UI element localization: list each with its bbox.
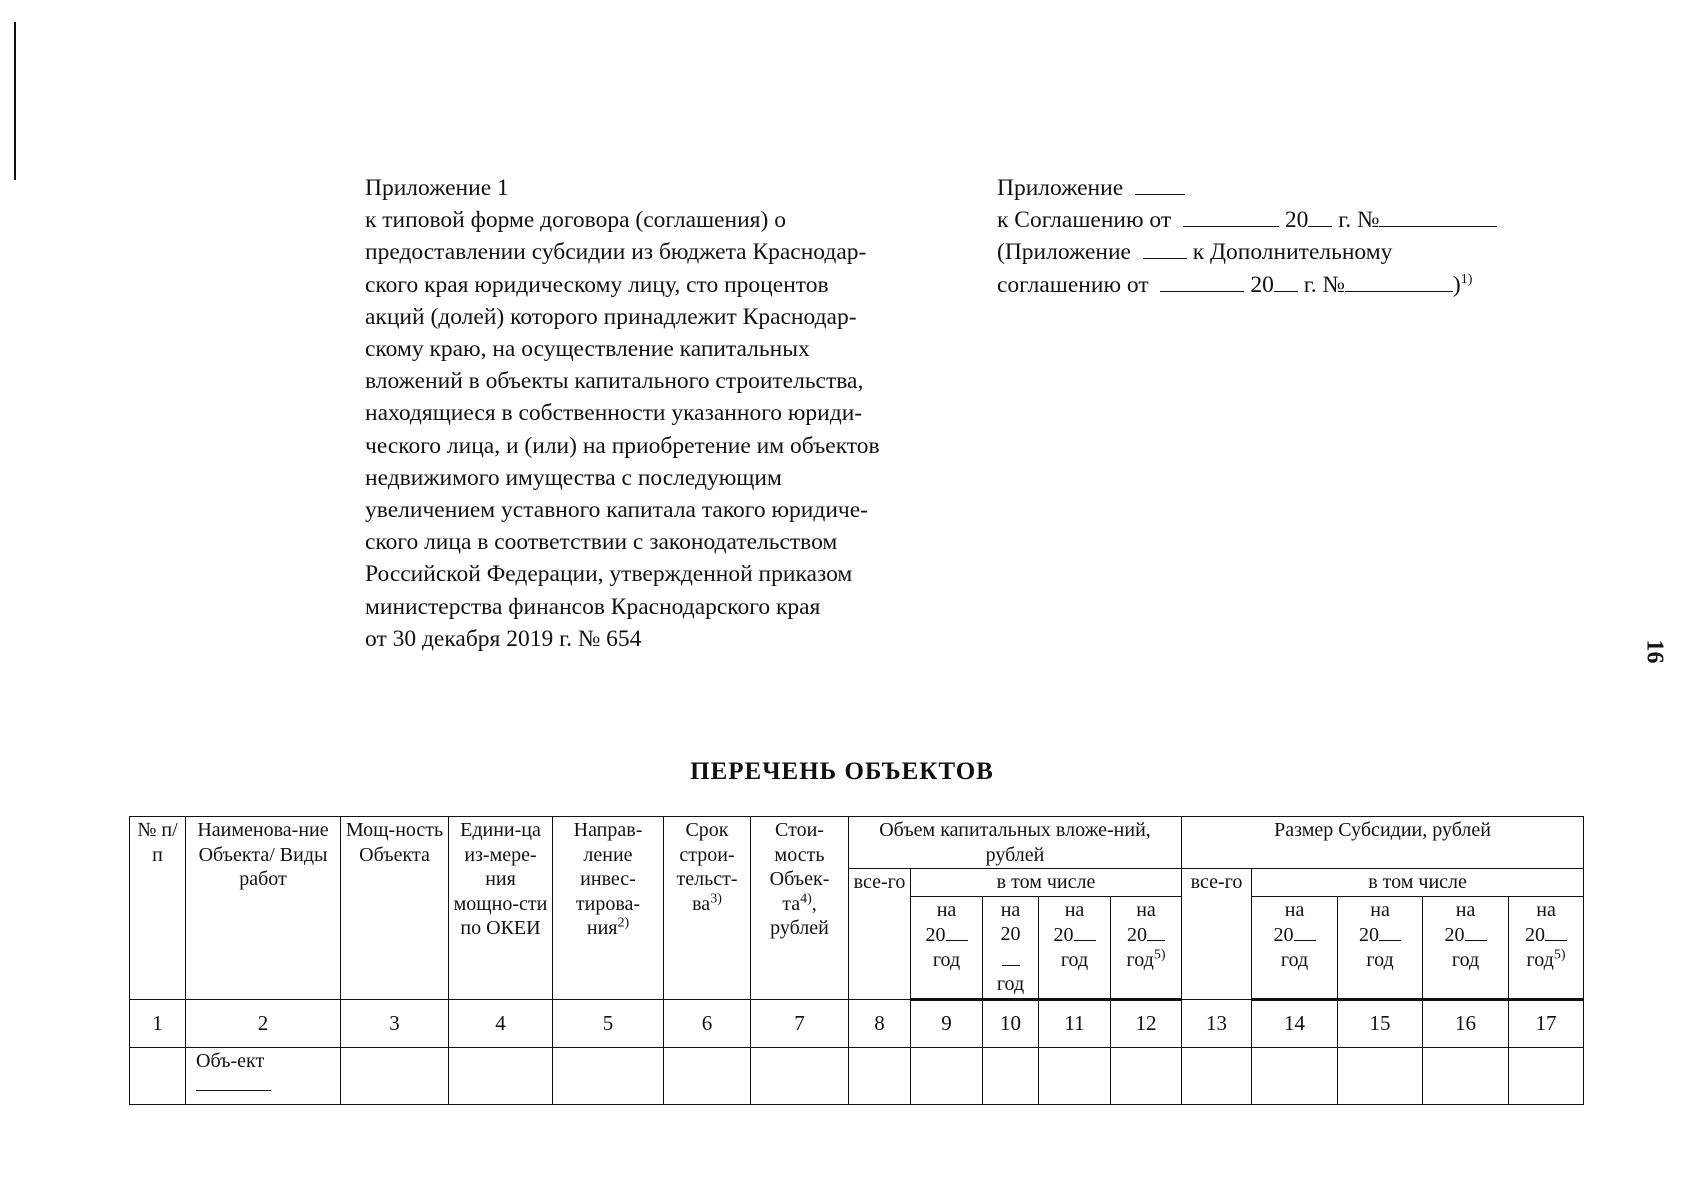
column-number: 3 [341, 999, 449, 1047]
year-20: 20 [1127, 924, 1148, 946]
year-na: на [1284, 898, 1305, 921]
closing-paren: ) [1452, 271, 1461, 298]
object-label: Объ-ект [196, 1049, 265, 1072]
year-line [1426, 922, 1505, 948]
additional-date-label: соглашению от [997, 271, 1149, 298]
year-god: год [1060, 948, 1089, 971]
header-year [911, 896, 983, 999]
table-cell [664, 1047, 751, 1104]
year-na: на [1136, 898, 1156, 921]
year-god: год [996, 973, 1025, 995]
table-cell [1509, 1047, 1584, 1104]
table-cell [1338, 1047, 1423, 1104]
appendix-left-line: находящиеся в собственности указанного юриди- [365, 400, 863, 427]
year-blank [1074, 922, 1096, 941]
footnote-marker: 1) [1460, 271, 1473, 287]
header-year [983, 896, 1039, 999]
column-number: 11 [1039, 999, 1111, 1047]
appendix-right-line-2 [997, 204, 1597, 236]
appendix-right-block [997, 172, 1597, 301]
table-cell [1423, 1047, 1509, 1104]
header-year [1509, 896, 1584, 999]
year-line [1042, 922, 1107, 948]
appendix-right-line-3 [997, 236, 1597, 268]
additional-date-blank [1160, 271, 1244, 292]
document-title: ПЕРЕЧЕНЬ ОБЪЕКТОВ [690, 758, 994, 785]
table-cell [341, 1047, 449, 1104]
appendix-left-line: предоставлении субсидии из бюджета Краснодар- [365, 239, 867, 266]
agreement-number-blank [1379, 206, 1497, 227]
header-year [1111, 896, 1182, 999]
agreement-year-blank [1308, 206, 1332, 227]
year-blank [1294, 922, 1316, 941]
year-line [986, 947, 1035, 973]
header-year [1039, 896, 1111, 999]
year-blank [946, 922, 968, 941]
year-god: год [1451, 948, 1480, 971]
year-blank [1147, 922, 1165, 941]
additional-agreement-label: к Дополнительному [1192, 239, 1393, 266]
appendix-left-line: от 30 декабря 2019 г. № 654 [365, 625, 642, 652]
table-cell [449, 1047, 553, 1104]
page-number: 16 [1641, 639, 1668, 664]
appendix-left-line: скому краю, на осуществление капитальных [365, 336, 810, 363]
column-number: 2 [186, 999, 341, 1047]
year-blank [1379, 922, 1401, 941]
table-cell [849, 1047, 911, 1104]
appendix-left-line: к типовой форме договора (соглашения) о [365, 207, 786, 234]
margin-line [14, 22, 16, 180]
appendix-left-line: вложений в объекты капитального строительства, [365, 368, 864, 395]
appendix-left-line: ческого лица, и (или) на приобретение им объектов [365, 432, 880, 459]
table-cell [1252, 1047, 1338, 1104]
year-20: 20 [1525, 924, 1546, 946]
agreement-number-label: г. № [1338, 207, 1380, 234]
year-20: 20 [1000, 923, 1021, 945]
footnote-marker: 4) [800, 890, 812, 906]
header-year [1338, 896, 1423, 999]
agreement-date-label: к Соглашению от [997, 207, 1172, 234]
header-year [1252, 896, 1338, 999]
year-line [1512, 948, 1580, 973]
header-cost-text: Стои-мость Объек-та [769, 819, 830, 915]
appendix-left-line: недвижимого имущества с последующим [365, 464, 782, 491]
footnote-marker: 5) [1153, 946, 1166, 962]
objects-table [129, 816, 1584, 1105]
column-number: 14 [1252, 999, 1338, 1047]
column-number: 10 [983, 999, 1039, 1047]
additional-number-blank [1345, 271, 1453, 292]
header-term-text: Срок строи-тельст-ва [676, 819, 738, 915]
column-number: 12 [1111, 999, 1182, 1047]
year-20: 20 [1359, 924, 1380, 946]
appendix-left-line: акций (долей) которого принадлежит Краснодар- [365, 303, 857, 330]
year-na: на [1536, 898, 1556, 921]
appendix-right-line-4 [997, 269, 1597, 301]
agreement-year-prefix: 20 [1284, 207, 1309, 234]
appendix-left-line: ского края юридическому лицу, сто процентов [365, 271, 829, 298]
header-capacity: Мощ-ность Объекта [341, 817, 449, 1000]
table-cell [553, 1047, 664, 1104]
header-unit: Едини-ца из-мере-ния мощно-сти по ОКЕИ [449, 817, 553, 1000]
header-direction [553, 817, 664, 1000]
year-blank [1545, 922, 1567, 941]
footnote-marker: 2) [617, 915, 630, 931]
year-line [1114, 922, 1178, 948]
appendix-left-line: Российской Федерации, утвержденной приказом [365, 561, 853, 588]
year-line [1114, 948, 1178, 973]
year-blank [1002, 947, 1020, 966]
column-number: 17 [1509, 999, 1584, 1047]
header-num: № п/п [130, 817, 186, 1000]
year-line [1512, 922, 1580, 948]
agreement-date-blank [1183, 206, 1279, 227]
header-subsidy: Размер Субсидии, рублей [1182, 817, 1584, 869]
column-number-row [130, 999, 1584, 1047]
year-na: на [936, 898, 957, 921]
year-na: на [1455, 898, 1476, 921]
year-20: 20 [925, 924, 946, 946]
header-name: Наименова-ние Объекта/ Виды работ [186, 817, 341, 1000]
header-term [664, 817, 751, 1000]
header-capital-investment: Объем капитальных вложе-ний, рублей [849, 817, 1182, 869]
header-year [1423, 896, 1509, 999]
year-god: год [1526, 948, 1554, 971]
column-number: 9 [911, 999, 983, 1047]
appendix-label: Приложение [997, 175, 1124, 201]
year-god: год [1126, 948, 1154, 971]
column-number: 8 [849, 999, 911, 1047]
year-god: год [932, 948, 961, 971]
table-cell [1182, 1047, 1252, 1104]
appendix-right-line-1 [997, 172, 1597, 204]
column-number: 1 [130, 999, 186, 1047]
table-cell [751, 1047, 849, 1104]
additional-number-label: г. № [1303, 271, 1345, 298]
object-name-cell [186, 1047, 341, 1104]
year-20: 20 [1273, 924, 1294, 946]
year-god: год [1280, 948, 1309, 971]
table-row [130, 1047, 1584, 1104]
year-na: на [1370, 898, 1390, 921]
year-line [1341, 922, 1419, 948]
header-subsidy-including: в том числе [1252, 869, 1584, 897]
year-god: год [1366, 948, 1394, 971]
year-line [914, 922, 979, 948]
table-cell [911, 1047, 983, 1104]
footnote-marker: 3) [710, 890, 722, 906]
column-number: 5 [553, 999, 664, 1047]
column-number: 6 [664, 999, 751, 1047]
year-na: на [1064, 898, 1085, 921]
additional-year-prefix: 20 [1250, 271, 1274, 298]
additional-appendix-label: (Приложение [997, 239, 1131, 266]
appendix-left-line: министерства финансов Краснодарского края [365, 593, 821, 620]
table-header-row [130, 817, 1584, 869]
header-capital-total: все-го [849, 869, 911, 1000]
table-cell [1039, 1047, 1111, 1104]
appendix-left-line: ского лица в соответствии с законодательством [365, 529, 838, 556]
appendix-left-block [365, 172, 1005, 655]
appendix-left-line: увеличением уставного капитала такого юридиче- [365, 497, 868, 524]
year-20: 20 [1444, 924, 1465, 946]
header-subsidy-total: все-го [1182, 869, 1252, 1000]
column-number: 13 [1182, 999, 1252, 1047]
column-number: 15 [1338, 999, 1423, 1047]
header-cost [751, 817, 849, 1000]
appendix-number-blank [1135, 174, 1185, 195]
table-cell [1111, 1047, 1182, 1104]
additional-appendix-blank [1143, 238, 1187, 259]
object-name-blank [196, 1089, 271, 1091]
appendix-left-line: Приложение 1 [365, 175, 509, 201]
header-direction-text: Направ-ление инвес-тирова-ния [573, 819, 643, 939]
additional-year-blank [1274, 271, 1298, 292]
column-number: 7 [751, 999, 849, 1047]
column-number: 4 [449, 999, 553, 1047]
year-line [1255, 922, 1334, 948]
table-cell [983, 1047, 1039, 1104]
header-capital-including: в том числе [911, 869, 1182, 897]
table-cell [130, 1047, 186, 1104]
year-blank [1465, 922, 1487, 941]
year-na: на [1000, 898, 1021, 921]
year-20: 20 [1053, 924, 1074, 946]
footnote-marker: 5) [1553, 946, 1566, 962]
header-cost-unit: , рублей [770, 892, 829, 939]
column-number: 16 [1423, 999, 1509, 1047]
